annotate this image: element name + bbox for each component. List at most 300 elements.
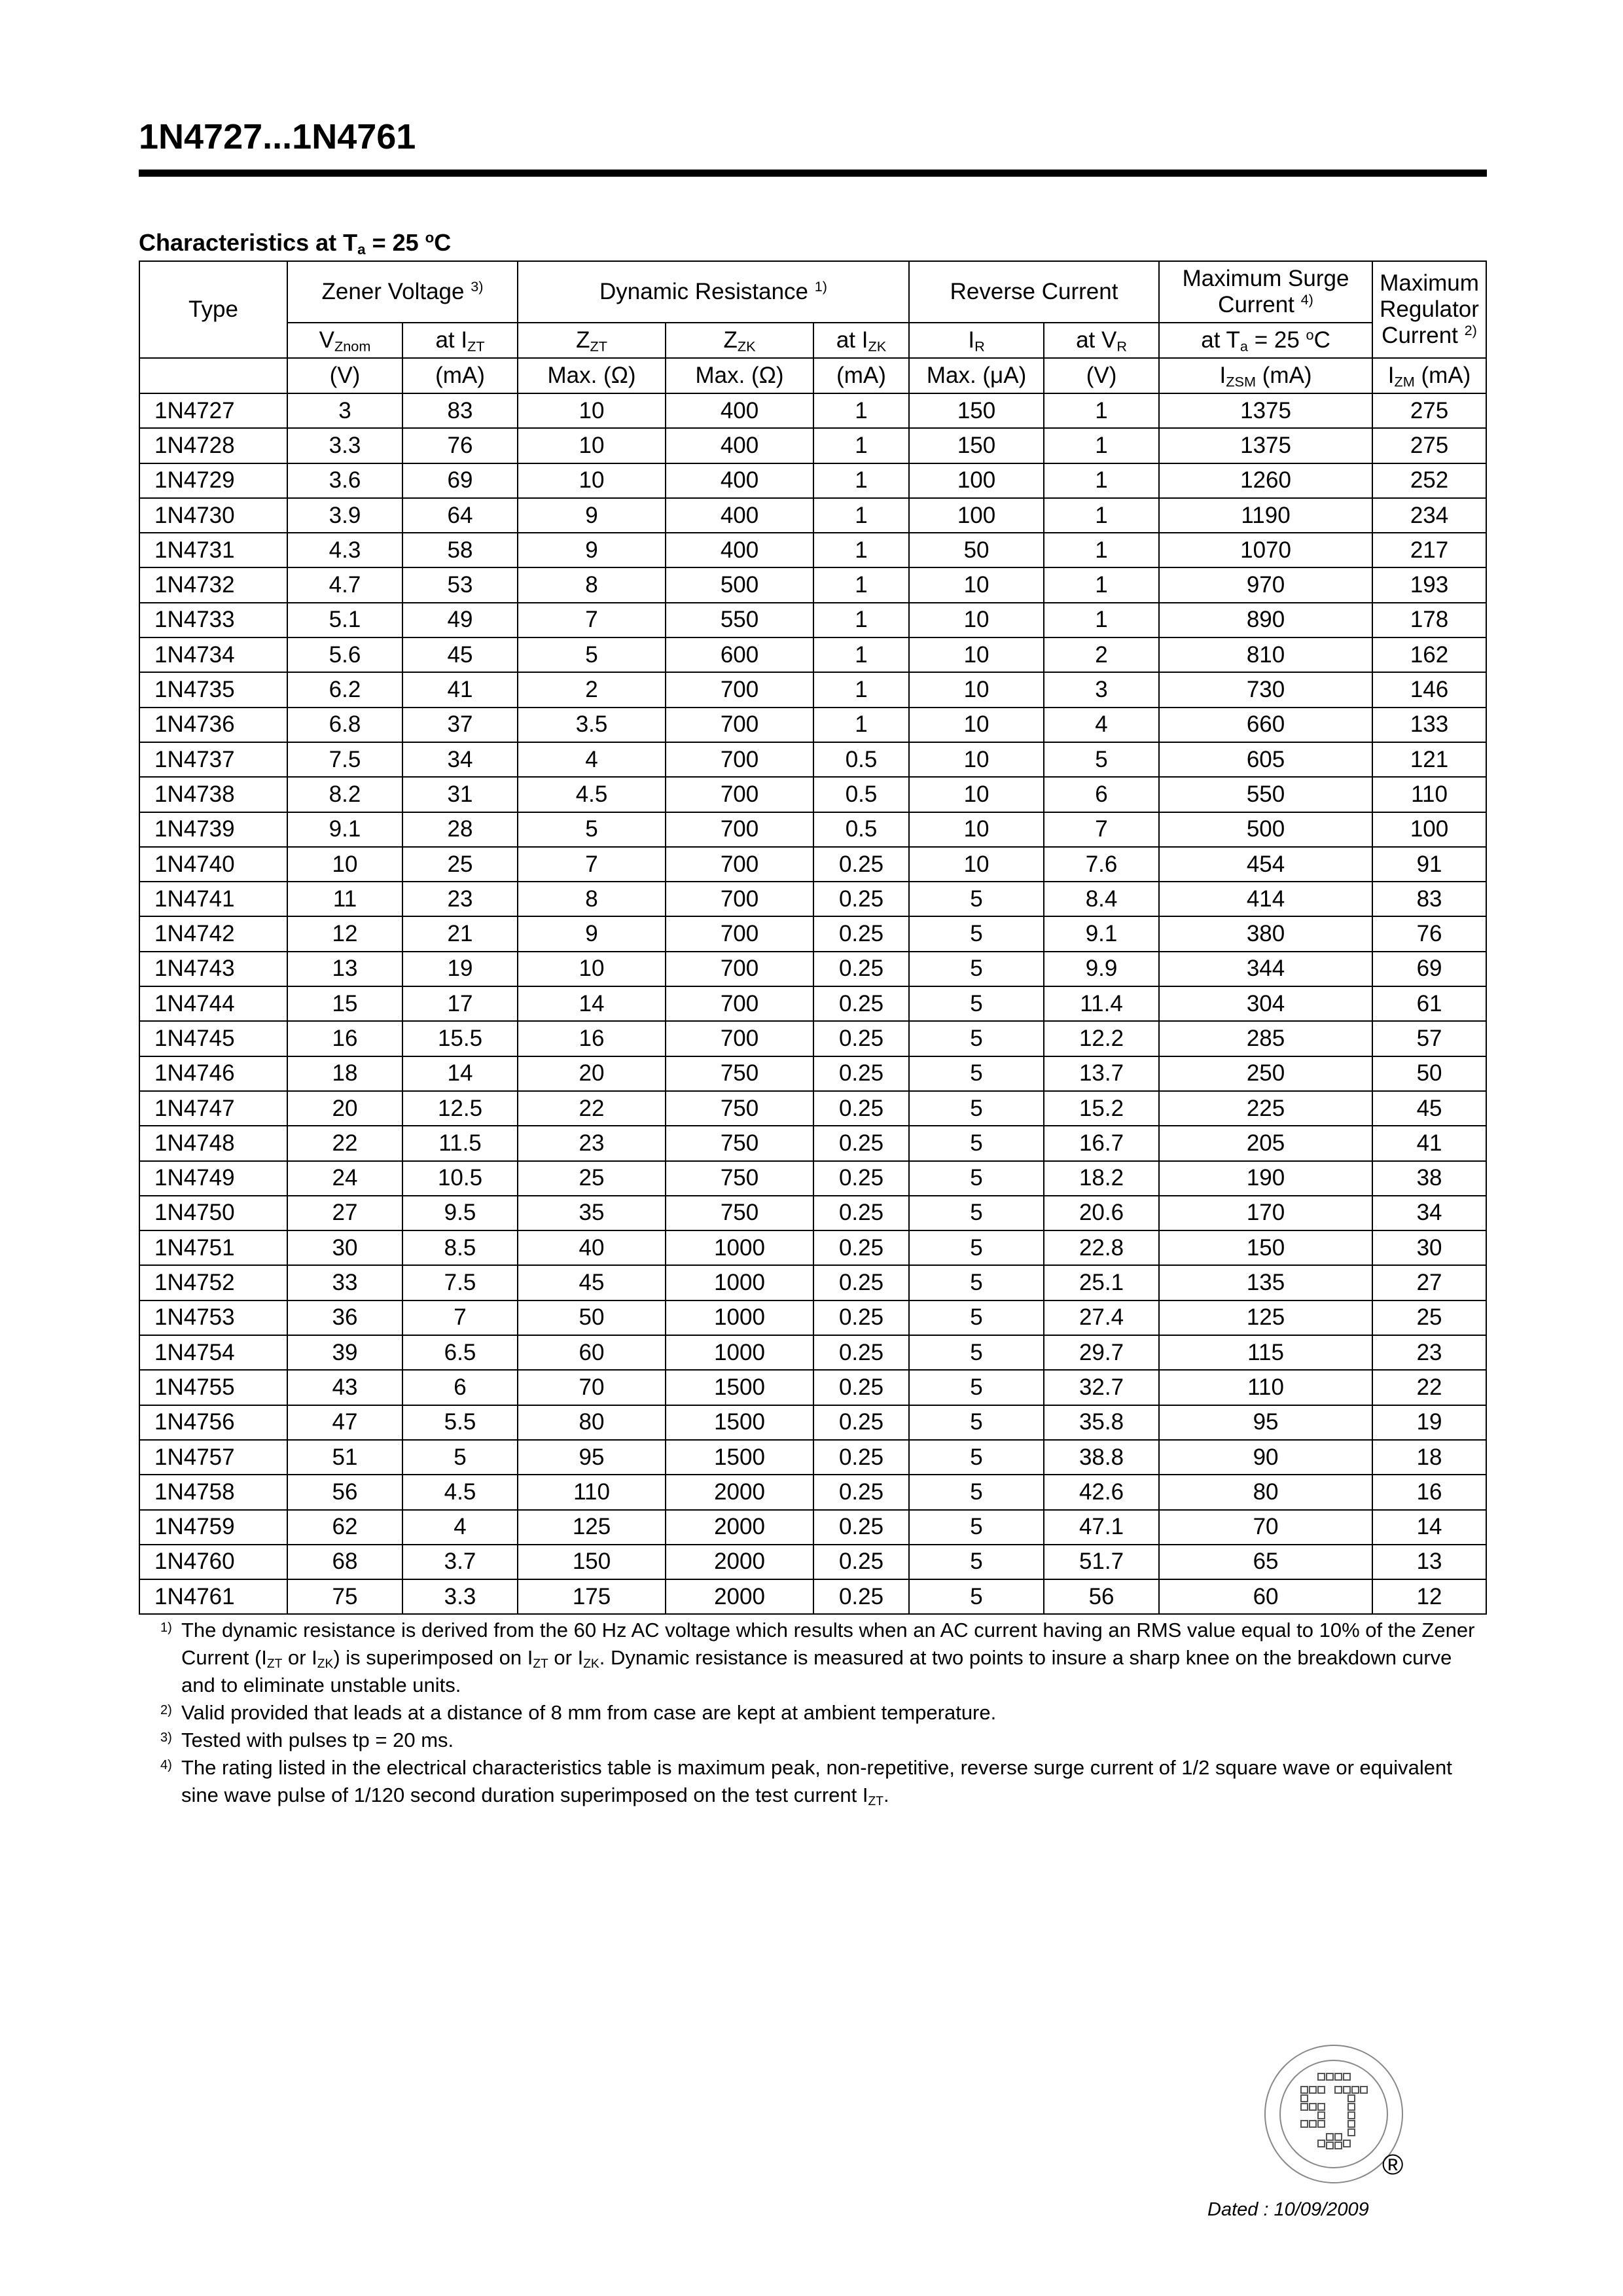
cell-ir: 5 — [909, 1405, 1044, 1440]
cell-izt: 76 — [402, 428, 518, 463]
units-zzk: Max. (Ω) — [666, 358, 813, 393]
cell-zzk: 2000 — [666, 1475, 813, 1509]
cell-vznom: 39 — [287, 1335, 402, 1370]
cell-izsm: 90 — [1159, 1440, 1372, 1475]
cell-vr: 2 — [1044, 637, 1159, 672]
cell-type: 1N4743 — [139, 952, 287, 986]
cell-zzk: 500 — [666, 567, 813, 602]
cell-izk: 1 — [813, 567, 909, 602]
cell-izt: 45 — [402, 637, 518, 672]
cell-zzk: 1000 — [666, 1230, 813, 1265]
cell-vr: 12.2 — [1044, 1021, 1159, 1056]
cell-type: 1N4736 — [139, 708, 287, 742]
cell-izk: 0.25 — [813, 1056, 909, 1091]
cell-type: 1N4761 — [139, 1579, 287, 1614]
characteristics-table-body — [139, 393, 1486, 1614]
cell-izsm: 225 — [1159, 1091, 1372, 1126]
cell-ir: 5 — [909, 1335, 1044, 1370]
cell-izm: 275 — [1372, 428, 1486, 463]
cell-izm: 38 — [1372, 1161, 1486, 1196]
cell-zzk: 1500 — [666, 1405, 813, 1440]
cell-izt: 4 — [402, 1510, 518, 1545]
cell-izsm: 135 — [1159, 1265, 1372, 1300]
cell-izk: 0.25 — [813, 1545, 909, 1579]
cell-type: 1N4760 — [139, 1545, 287, 1579]
cell-ir: 10 — [909, 812, 1044, 847]
cell-type: 1N4732 — [139, 567, 287, 602]
cell-ir: 10 — [909, 567, 1044, 602]
cell-izk: 1 — [813, 708, 909, 742]
cell-izsm: 150 — [1159, 1230, 1372, 1265]
cell-zzt: 5 — [518, 637, 666, 672]
cell-izk: 0.25 — [813, 882, 909, 916]
cell-zzt: 50 — [518, 1300, 666, 1335]
table-row — [139, 567, 1486, 602]
cell-vznom: 15 — [287, 986, 402, 1021]
cell-izm: 45 — [1372, 1091, 1486, 1126]
cell-vznom: 27 — [287, 1196, 402, 1230]
cell-izt: 3.3 — [402, 1579, 518, 1614]
cell-ir: 10 — [909, 672, 1044, 707]
cell-vr: 29.7 — [1044, 1335, 1159, 1370]
cell-ir: 5 — [909, 1579, 1044, 1614]
cell-izt: 5.5 — [402, 1405, 518, 1440]
header-max-surge: Maximum Surge Current $^{4)}$ — [1159, 261, 1372, 323]
section-heading: Characteristics at $T_a = 25$ $^o$C — [139, 229, 452, 258]
cell-izsm: 810 — [1159, 637, 1372, 672]
dated-label: Dated : 10/09/2009 — [1207, 2199, 1369, 2220]
cell-izk: 0.25 — [813, 952, 909, 986]
table-row — [139, 986, 1486, 1021]
cell-vznom: 36 — [287, 1300, 402, 1335]
cell-vr: 38.8 — [1044, 1440, 1159, 1475]
cell-zzk: 750 — [666, 1126, 813, 1160]
characteristics-table — [139, 260, 1487, 1615]
cell-zzk: 400 — [666, 393, 813, 428]
cell-ir: 5 — [909, 1196, 1044, 1230]
cell-izk: 0.25 — [813, 1579, 909, 1614]
cell-izsm: 304 — [1159, 986, 1372, 1021]
cell-zzk: 750 — [666, 1161, 813, 1196]
cell-ir: 100 — [909, 463, 1044, 498]
cell-vznom: 6.2 — [287, 672, 402, 707]
cell-izsm: 380 — [1159, 916, 1372, 951]
cell-zzt: 80 — [518, 1405, 666, 1440]
cell-type: 1N4756 — [139, 1405, 287, 1440]
cell-type: 1N4737 — [139, 742, 287, 777]
cell-izt: 41 — [402, 672, 518, 707]
cell-type: 1N4733 — [139, 603, 287, 637]
cell-zzk: 700 — [666, 847, 813, 882]
cell-ir: 5 — [909, 916, 1044, 951]
cell-izm: 83 — [1372, 882, 1486, 916]
table-row — [139, 812, 1486, 847]
table-row — [139, 882, 1486, 916]
cell-type: 1N4753 — [139, 1300, 287, 1335]
cell-izsm: 1190 — [1159, 498, 1372, 533]
cell-vznom: 22 — [287, 1126, 402, 1160]
cell-vznom: 6.8 — [287, 708, 402, 742]
table-row — [139, 1545, 1486, 1579]
cell-vr: 1 — [1044, 498, 1159, 533]
cell-izk: 0.25 — [813, 1510, 909, 1545]
cell-vr: 32.7 — [1044, 1370, 1159, 1405]
table-row — [139, 847, 1486, 882]
cell-ir: 10 — [909, 637, 1044, 672]
cell-ir: 5 — [909, 952, 1044, 986]
cell-ir: 5 — [909, 1126, 1044, 1160]
cell-izsm: 95 — [1159, 1405, 1372, 1440]
cell-izt: 14 — [402, 1056, 518, 1091]
cell-izk: 0.25 — [813, 847, 909, 882]
header-type: Type — [139, 261, 287, 358]
cell-type: 1N4749 — [139, 1161, 287, 1196]
cell-izk: 1 — [813, 603, 909, 637]
cell-zzt: 3.5 — [518, 708, 666, 742]
cell-izk: 0.25 — [813, 1335, 909, 1370]
cell-vznom: 8.2 — [287, 777, 402, 812]
cell-type: 1N4748 — [139, 1126, 287, 1160]
cell-izm: 12 — [1372, 1579, 1486, 1614]
cell-zzk: 700 — [666, 777, 813, 812]
cell-vznom: 3.9 — [287, 498, 402, 533]
units-vznom: (V) — [287, 358, 402, 393]
cell-zzk: 750 — [666, 1091, 813, 1126]
cell-vznom: 24 — [287, 1161, 402, 1196]
cell-zzk: 700 — [666, 952, 813, 986]
cell-zzt: 10 — [518, 428, 666, 463]
table-row — [139, 428, 1486, 463]
table-row — [139, 1056, 1486, 1091]
cell-vznom: 11 — [287, 882, 402, 916]
table-row — [139, 672, 1486, 707]
cell-vr: 25.1 — [1044, 1265, 1159, 1300]
cell-izsm: 454 — [1159, 847, 1372, 882]
cell-vznom: 3.6 — [287, 463, 402, 498]
cell-vr: 1 — [1044, 533, 1159, 567]
cell-zzt: 4.5 — [518, 777, 666, 812]
cell-vznom: 43 — [287, 1370, 402, 1405]
subheader-zzt: $Z_{ZT}$ — [518, 323, 666, 358]
cell-zzt: 175 — [518, 1579, 666, 1614]
table-row — [139, 637, 1486, 672]
cell-izt: 31 — [402, 777, 518, 812]
cell-izm: 133 — [1372, 708, 1486, 742]
cell-zzt: 9 — [518, 916, 666, 951]
cell-izt: 21 — [402, 916, 518, 951]
cell-izm: 91 — [1372, 847, 1486, 882]
cell-vznom: 47 — [287, 1405, 402, 1440]
footnote-2: 2) Valid provided that leads at a distance of 8 mm from case are kept at ambient temperature. — [160, 1701, 997, 1724]
cell-vr: 7 — [1044, 812, 1159, 847]
cell-type: 1N4747 — [139, 1091, 287, 1126]
cell-izm: 50 — [1372, 1056, 1486, 1091]
cell-zzt: 4 — [518, 742, 666, 777]
cell-izm: 110 — [1372, 777, 1486, 812]
cell-izk: 0.25 — [813, 1161, 909, 1196]
cell-vr: 35.8 — [1044, 1405, 1159, 1440]
table-row — [139, 1370, 1486, 1405]
cell-zzk: 700 — [666, 742, 813, 777]
cell-zzt: 10 — [518, 952, 666, 986]
cell-izt: 7.5 — [402, 1265, 518, 1300]
units-type-empty — [139, 358, 287, 393]
cell-vznom: 5.6 — [287, 637, 402, 672]
cell-zzt: 45 — [518, 1265, 666, 1300]
table-row — [139, 1091, 1486, 1126]
cell-vznom: 4.3 — [287, 533, 402, 567]
cell-vr: 16.7 — [1044, 1126, 1159, 1160]
cell-vr: 20.6 — [1044, 1196, 1159, 1230]
cell-ir: 5 — [909, 1370, 1044, 1405]
cell-izk: 0.5 — [813, 812, 909, 847]
table-row — [139, 1405, 1486, 1440]
cell-zzt: 60 — [518, 1335, 666, 1370]
cell-zzt: 125 — [518, 1510, 666, 1545]
cell-zzk: 750 — [666, 1056, 813, 1091]
cell-vr: 6 — [1044, 777, 1159, 812]
cell-izsm: 970 — [1159, 567, 1372, 602]
cell-izm: 19 — [1372, 1405, 1486, 1440]
cell-izk: 1 — [813, 428, 909, 463]
cell-type: 1N4745 — [139, 1021, 287, 1056]
cell-izsm: 115 — [1159, 1335, 1372, 1370]
cell-zzt: 9 — [518, 498, 666, 533]
cell-zzt: 95 — [518, 1440, 666, 1475]
cell-zzk: 700 — [666, 672, 813, 707]
cell-izsm: 500 — [1159, 812, 1372, 847]
cell-izsm: 605 — [1159, 742, 1372, 777]
cell-izsm: 1375 — [1159, 393, 1372, 428]
cell-zzt: 20 — [518, 1056, 666, 1091]
cell-type: 1N4755 — [139, 1370, 287, 1405]
cell-izk: 0.25 — [813, 1440, 909, 1475]
cell-vznom: 75 — [287, 1579, 402, 1614]
cell-vznom: 12 — [287, 916, 402, 951]
cell-izsm: 344 — [1159, 952, 1372, 986]
cell-zzt: 110 — [518, 1475, 666, 1509]
cell-izk: 0.25 — [813, 1300, 909, 1335]
table-row — [139, 1265, 1486, 1300]
cell-izt: 8.5 — [402, 1230, 518, 1265]
cell-izsm: 1375 — [1159, 428, 1372, 463]
cell-vznom: 68 — [287, 1545, 402, 1579]
cell-vr: 1 — [1044, 463, 1159, 498]
cell-zzt: 14 — [518, 986, 666, 1021]
cell-type: 1N4727 — [139, 393, 287, 428]
cell-vr: 9.9 — [1044, 952, 1159, 986]
cell-izsm: 205 — [1159, 1126, 1372, 1160]
cell-ir: 5 — [909, 986, 1044, 1021]
table-row — [139, 1510, 1486, 1545]
cell-izm: 162 — [1372, 637, 1486, 672]
cell-izk: 1 — [813, 672, 909, 707]
cell-izm: 121 — [1372, 742, 1486, 777]
cell-type: 1N4741 — [139, 882, 287, 916]
cell-izm: 27 — [1372, 1265, 1486, 1300]
cell-zzk: 1000 — [666, 1335, 813, 1370]
cell-izt: 4.5 — [402, 1475, 518, 1509]
cell-izsm: 250 — [1159, 1056, 1372, 1091]
table-row — [139, 1440, 1486, 1475]
cell-izsm: 285 — [1159, 1021, 1372, 1056]
table-row — [139, 952, 1486, 986]
cell-zzk: 400 — [666, 463, 813, 498]
cell-ir: 5 — [909, 1021, 1044, 1056]
cell-izt: 15.5 — [402, 1021, 518, 1056]
cell-type: 1N4731 — [139, 533, 287, 567]
cell-izk: 0.5 — [813, 777, 909, 812]
cell-ir: 10 — [909, 742, 1044, 777]
units-izm: $I_{ZM}$ (mA) — [1372, 358, 1486, 393]
cell-ir: 50 — [909, 533, 1044, 567]
cell-type: 1N4740 — [139, 847, 287, 882]
cell-izm: 16 — [1372, 1475, 1486, 1509]
subheader-vr: at $V_R$ — [1044, 323, 1159, 358]
cell-ir: 10 — [909, 777, 1044, 812]
cell-izm: 41 — [1372, 1126, 1486, 1160]
cell-izsm: 890 — [1159, 603, 1372, 637]
cell-zzt: 7 — [518, 603, 666, 637]
cell-izt: 10.5 — [402, 1161, 518, 1196]
cell-zzt: 22 — [518, 1091, 666, 1126]
cell-izk: 0.25 — [813, 916, 909, 951]
cell-vr: 8.4 — [1044, 882, 1159, 916]
cell-izm: 30 — [1372, 1230, 1486, 1265]
table-row — [139, 533, 1486, 567]
cell-vznom: 33 — [287, 1265, 402, 1300]
cell-type: 1N4735 — [139, 672, 287, 707]
cell-type: 1N4734 — [139, 637, 287, 672]
cell-type: 1N4739 — [139, 812, 287, 847]
cell-vr: 1 — [1044, 393, 1159, 428]
cell-zzt: 23 — [518, 1126, 666, 1160]
cell-izsm: 170 — [1159, 1196, 1372, 1230]
cell-ir: 100 — [909, 498, 1044, 533]
cell-zzk: 700 — [666, 986, 813, 1021]
cell-izsm: 125 — [1159, 1300, 1372, 1335]
cell-type: 1N4758 — [139, 1475, 287, 1509]
subheader-surge-condition: at $T_a = 25$ $^o$C — [1159, 323, 1372, 358]
cell-ir: 150 — [909, 393, 1044, 428]
cell-ir: 5 — [909, 882, 1044, 916]
cell-zzt: 10 — [518, 463, 666, 498]
registered-mark: ® — [1382, 2149, 1404, 2181]
cell-izt: 3.7 — [402, 1545, 518, 1579]
cell-izk: 0.25 — [813, 1230, 909, 1265]
cell-vr: 4 — [1044, 708, 1159, 742]
cell-izm: 76 — [1372, 916, 1486, 951]
cell-izk: 0.25 — [813, 986, 909, 1021]
cell-vznom: 3.3 — [287, 428, 402, 463]
cell-zzk: 700 — [666, 882, 813, 916]
cell-type: 1N4729 — [139, 463, 287, 498]
units-vr: (V) — [1044, 358, 1159, 393]
cell-vznom: 7.5 — [287, 742, 402, 777]
cell-zzk: 1000 — [666, 1300, 813, 1335]
table-row — [139, 1335, 1486, 1370]
cell-vznom: 3 — [287, 393, 402, 428]
cell-vr: 9.1 — [1044, 916, 1159, 951]
cell-ir: 10 — [909, 847, 1044, 882]
cell-izk: 0.25 — [813, 1196, 909, 1230]
subheader-izk: at $I_{ZK}$ — [813, 323, 909, 358]
cell-zzt: 35 — [518, 1196, 666, 1230]
cell-izsm: 414 — [1159, 882, 1372, 916]
header-dynamic-resistance: Dynamic Resistance $^{1)}$ — [518, 261, 909, 323]
cell-izm: 14 — [1372, 1510, 1486, 1545]
cell-ir: 5 — [909, 1510, 1044, 1545]
cell-izt: 6 — [402, 1370, 518, 1405]
cell-ir: 5 — [909, 1440, 1044, 1475]
cell-izt: 53 — [402, 567, 518, 602]
cell-izt: 17 — [402, 986, 518, 1021]
cell-vr: 1 — [1044, 428, 1159, 463]
cell-zzt: 7 — [518, 847, 666, 882]
cell-vr: 56 — [1044, 1579, 1159, 1614]
cell-ir: 5 — [909, 1545, 1044, 1579]
cell-izm: 193 — [1372, 567, 1486, 602]
cell-izsm: 1070 — [1159, 533, 1372, 567]
cell-izk: 1 — [813, 463, 909, 498]
cell-zzk: 2000 — [666, 1545, 813, 1579]
cell-type: 1N4752 — [139, 1265, 287, 1300]
cell-vr: 18.2 — [1044, 1161, 1159, 1196]
cell-zzk: 700 — [666, 1021, 813, 1056]
cell-izt: 5 — [402, 1440, 518, 1475]
cell-izt: 49 — [402, 603, 518, 637]
cell-vr: 3 — [1044, 672, 1159, 707]
cell-izsm: 65 — [1159, 1545, 1372, 1579]
cell-izk: 0.25 — [813, 1126, 909, 1160]
cell-zzt: 25 — [518, 1161, 666, 1196]
cell-izsm: 730 — [1159, 672, 1372, 707]
cell-izt: 25 — [402, 847, 518, 882]
cell-zzt: 2 — [518, 672, 666, 707]
cell-izk: 0.25 — [813, 1370, 909, 1405]
cell-zzt: 8 — [518, 882, 666, 916]
cell-ir: 10 — [909, 603, 1044, 637]
cell-izk: 0.25 — [813, 1021, 909, 1056]
cell-izsm: 550 — [1159, 777, 1372, 812]
units-izt: (mA) — [402, 358, 518, 393]
cell-izt: 6.5 — [402, 1335, 518, 1370]
cell-izk: 1 — [813, 533, 909, 567]
cell-type: 1N4742 — [139, 916, 287, 951]
cell-zzk: 1500 — [666, 1370, 813, 1405]
cell-izk: 0.5 — [813, 742, 909, 777]
cell-zzt: 16 — [518, 1021, 666, 1056]
table-row — [139, 1475, 1486, 1509]
table-row — [139, 1300, 1486, 1335]
cell-zzk: 1000 — [666, 1265, 813, 1300]
cell-izk: 1 — [813, 393, 909, 428]
cell-zzk: 600 — [666, 637, 813, 672]
cell-type: 1N4754 — [139, 1335, 287, 1370]
cell-zzt: 40 — [518, 1230, 666, 1265]
cell-vznom: 13 — [287, 952, 402, 986]
cell-vznom: 51 — [287, 1440, 402, 1475]
cell-vznom: 16 — [287, 1021, 402, 1056]
cell-izm: 18 — [1372, 1440, 1486, 1475]
cell-izt: 64 — [402, 498, 518, 533]
cell-type: 1N4730 — [139, 498, 287, 533]
units-ir: Max. (μA) — [909, 358, 1044, 393]
table-row — [139, 1579, 1486, 1614]
cell-vznom: 4.7 — [287, 567, 402, 602]
cell-zzk: 700 — [666, 812, 813, 847]
table-row — [139, 498, 1486, 533]
